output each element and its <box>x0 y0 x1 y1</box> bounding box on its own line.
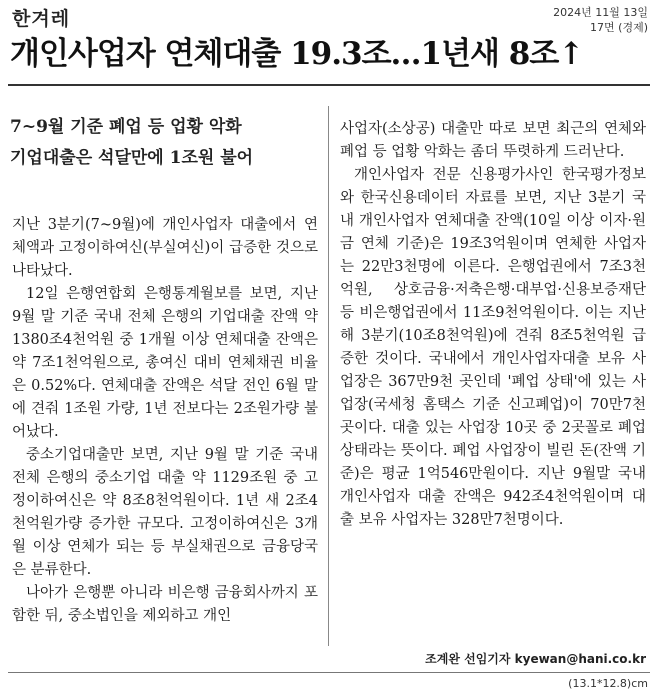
page-section: 17면 (경제) <box>590 21 648 34</box>
paragraph: 개인사업자 전문 신용평가사인 한국평가정보와 한국신용데이터 자료를 보면, 지난 3분기 국내 개인사업자 연체대출 잔액(10일 이상 이자·원금 연체 기준)은 19조3억원이며 연체한 사업자는 22만3천명에 이른다. 은행업권에서 7조3천억원, 상호금융·저축은행·대부업·신용보증재단 등 비은행업권에서 11조9천억원이다. 이는 지난해 3분기(10조8천억원)에 견줘 8조5천억원 급증한 것이다. 국내에서 개인사업자대출 보유 사업장은 367만9천 곳인데 '폐업 상태'에 있는 사업장(국세청 홈택스 기준 신고폐업)이 70만7천 곳이다. 대출 있는 사업장 10곳 중 2곳꼴로 폐업 상태라는 뜻이다. 폐업 사업장이 빌린 돈(잔액 기준)은 평균 1억546만원이다. 지난 9월말 국내 개인사업자 대출 잔액은 942조4천억원이며 대출 보유 사업자는 328만7천명이다. <box>340 167 646 528</box>
article-byline: 조계완 선임기자 kyewan@hani.co.kr <box>425 652 646 666</box>
paragraph: 나아가 은행뿐 아니라 비은행 금융회사까지 포함한 뒤, 중소법인을 제외하고 개인 <box>12 585 318 624</box>
paragraph: 중소기업대출만 보면, 지난 9월 말 기준 국내 전체 은행의 중소기업 대출 약 1129조원 중 고정이하여신은 약 8조8천억원이다. 1년 새 2조4천억원가량 증가한 규모다. 고정이하여신은 3개월 이상 연체가 되는 등 부실채권으로 금융당국은 분류한다. <box>12 447 318 578</box>
paragraph: 지난 3분기(7~9월)에 개인사업자 대출에서 연체액과 고정이하여신(부실여신)이 급증한 것으로 나타났다. <box>12 217 318 279</box>
publication-date: 2024년 11월 13일 <box>553 6 648 19</box>
footer-rule <box>8 672 650 673</box>
subhead-line-1: 7~9월 기준 폐업 등 업황 악화 <box>10 117 242 137</box>
headline-rule <box>8 84 650 86</box>
newspaper-masthead: 한겨레 <box>12 8 71 30</box>
clipping-size-note: (13.1*12.8)cm <box>568 677 648 690</box>
paragraph: 12일 은행연합회 은행통계월보를 보면, 지난 9월 말 기준 국내 전체 은행의 기업대출 잔액 약 1380조4천억원 중 1개월 이상 연체대출 잔액은 약 7조1천억원으로, 총여신 대비 연체채권 비율은 0.52%다. 연체대출 잔액은 석달 전인 6월 말에 견줘 1조원 가량, 1년 전보다는 2조원가량 불어났다. <box>12 286 318 440</box>
article-column-right <box>340 118 646 532</box>
column-divider <box>328 106 329 646</box>
subhead-line-2: 기업대출은 석달만에 1조원 불어 <box>10 148 254 168</box>
paragraph: 사업자(소상공) 대출만 따로 보면 최근의 연체와 폐업 등 업황 악화는 좀더 뚜렷하게 드러난다. <box>340 121 646 160</box>
article-column-left <box>12 214 318 628</box>
article-subheads <box>10 112 320 174</box>
article-headline: 개인사업자 연체대출 19.3조…1년새 8조↑ <box>10 36 584 72</box>
